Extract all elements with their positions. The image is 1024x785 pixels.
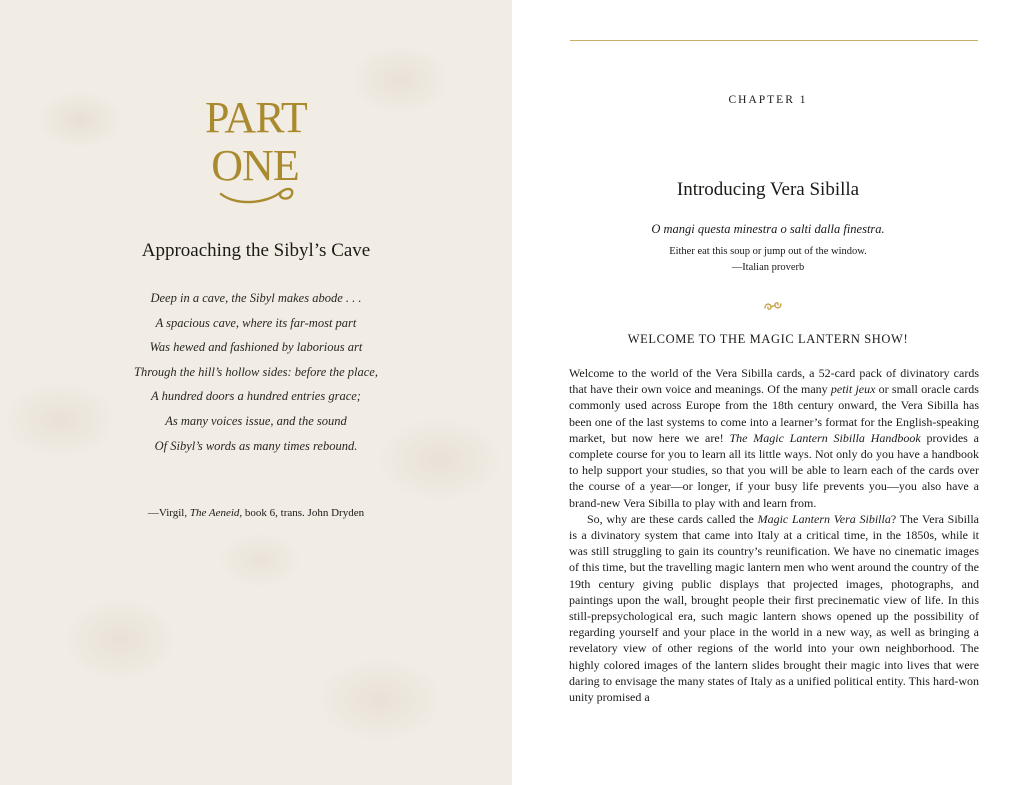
part-one-logo [205, 93, 307, 204]
epigraph-italian: O mangi questa minestra o salti dalla finestra. [651, 222, 885, 236]
body-paragraph [569, 511, 979, 705]
chapter-label: CHAPTER 1 [728, 94, 808, 106]
attribution-work: The Aeneid [189, 507, 240, 519]
attribution-suffix: , book 6, trans. John Dryden [239, 507, 365, 519]
poem-line: A hundred doors a hundred entries grace; [151, 389, 361, 404]
paragraph-italic: Magic Lantern Vera Sibilla [757, 511, 891, 526]
paragraph-text: So, why are these cards called the [587, 511, 758, 526]
epigraph-translation: Either eat this soup or jump out of the window. [669, 246, 867, 257]
body-paragraph [569, 365, 979, 511]
part-number: ONE [211, 141, 299, 190]
paragraph-italic: The Magic Lantern Sibilla Handbook [729, 430, 921, 445]
part-title: Approaching the Sibyl’s Cave [141, 240, 371, 261]
swash-flourish-icon [211, 170, 301, 206]
paragraph-text: provides a complete course for you to learn all its little ways. Not only do you have a handbook to help support your studies, so that you will be able to learn each of the cards over the course of a year—or longer, if your busy life prevents you—you also have a brand-new Vera Sibilla to play with and learn from. [569, 430, 979, 510]
top-rule [570, 40, 978, 41]
epigraph-source: —Italian proverb [731, 262, 805, 273]
poem-line: A spacious cave, where its far-most part [155, 315, 357, 330]
ornament-icon [762, 300, 784, 312]
poem-attribution [0, 507, 512, 519]
paragraph-text: ? The Vera Sibilla is a divinatory system that came into Italy at a critical time, in the 1850s, while it was still struggling to gain its country’s reunification. We have no cinematic images of this time, but the travelling magic lantern men who went around the country of the 19th century giving public displays that projected images, photographs, and paintings upon the wall, brought people their first precinematic view of life. In this still-prepsychological era, such magic lantern shows opened up the possibility of regarding yourself and your place in the world in a new way, as well as bringing a revelatory view of other regions of the world into your own neighborhood. The highly colored images of the lantern slides brought their magic into lives that were daring to envisage the many states of Italy as a unified political entity. This hard-won unity promised a [569, 511, 979, 705]
poem-line: As many voices issue, and the sound [165, 413, 347, 428]
poem-line: Of Sibyl’s words as many times rebound. [154, 438, 358, 453]
section-heading: WELCOME TO THE MAGIC LANTERN SHOW! [627, 332, 909, 346]
poem-line: Was hewed and fashioned by laborious art [149, 340, 363, 355]
poem-line: Deep in a cave, the Sibyl makes abode . . . [150, 291, 362, 305]
paragraph-text: or small oracle cards commonly used across Europe from the 18th century onward, the Vera Sibilla has been one of the last systems to come into a learner’s format for the English-speaking market, but now here we are! [569, 382, 979, 445]
paragraph-italic: petit jeux [830, 382, 876, 397]
paragraph-text: Welcome to the world of the Vera Sibilla cards, a 52-card pack of divinatory cards that have their own voice and meanings. Of the many [569, 366, 979, 397]
chapter-body [569, 365, 979, 705]
epigraph-poem [0, 286, 512, 458]
right-page [512, 0, 1024, 785]
part-word: PART [205, 93, 307, 142]
attribution-prefix: —Virgil, [147, 507, 190, 519]
poem-line: Through the hill’s hollow sides: before the place, [134, 364, 378, 379]
chapter-title: Introducing Vera Sibilla [676, 179, 860, 200]
